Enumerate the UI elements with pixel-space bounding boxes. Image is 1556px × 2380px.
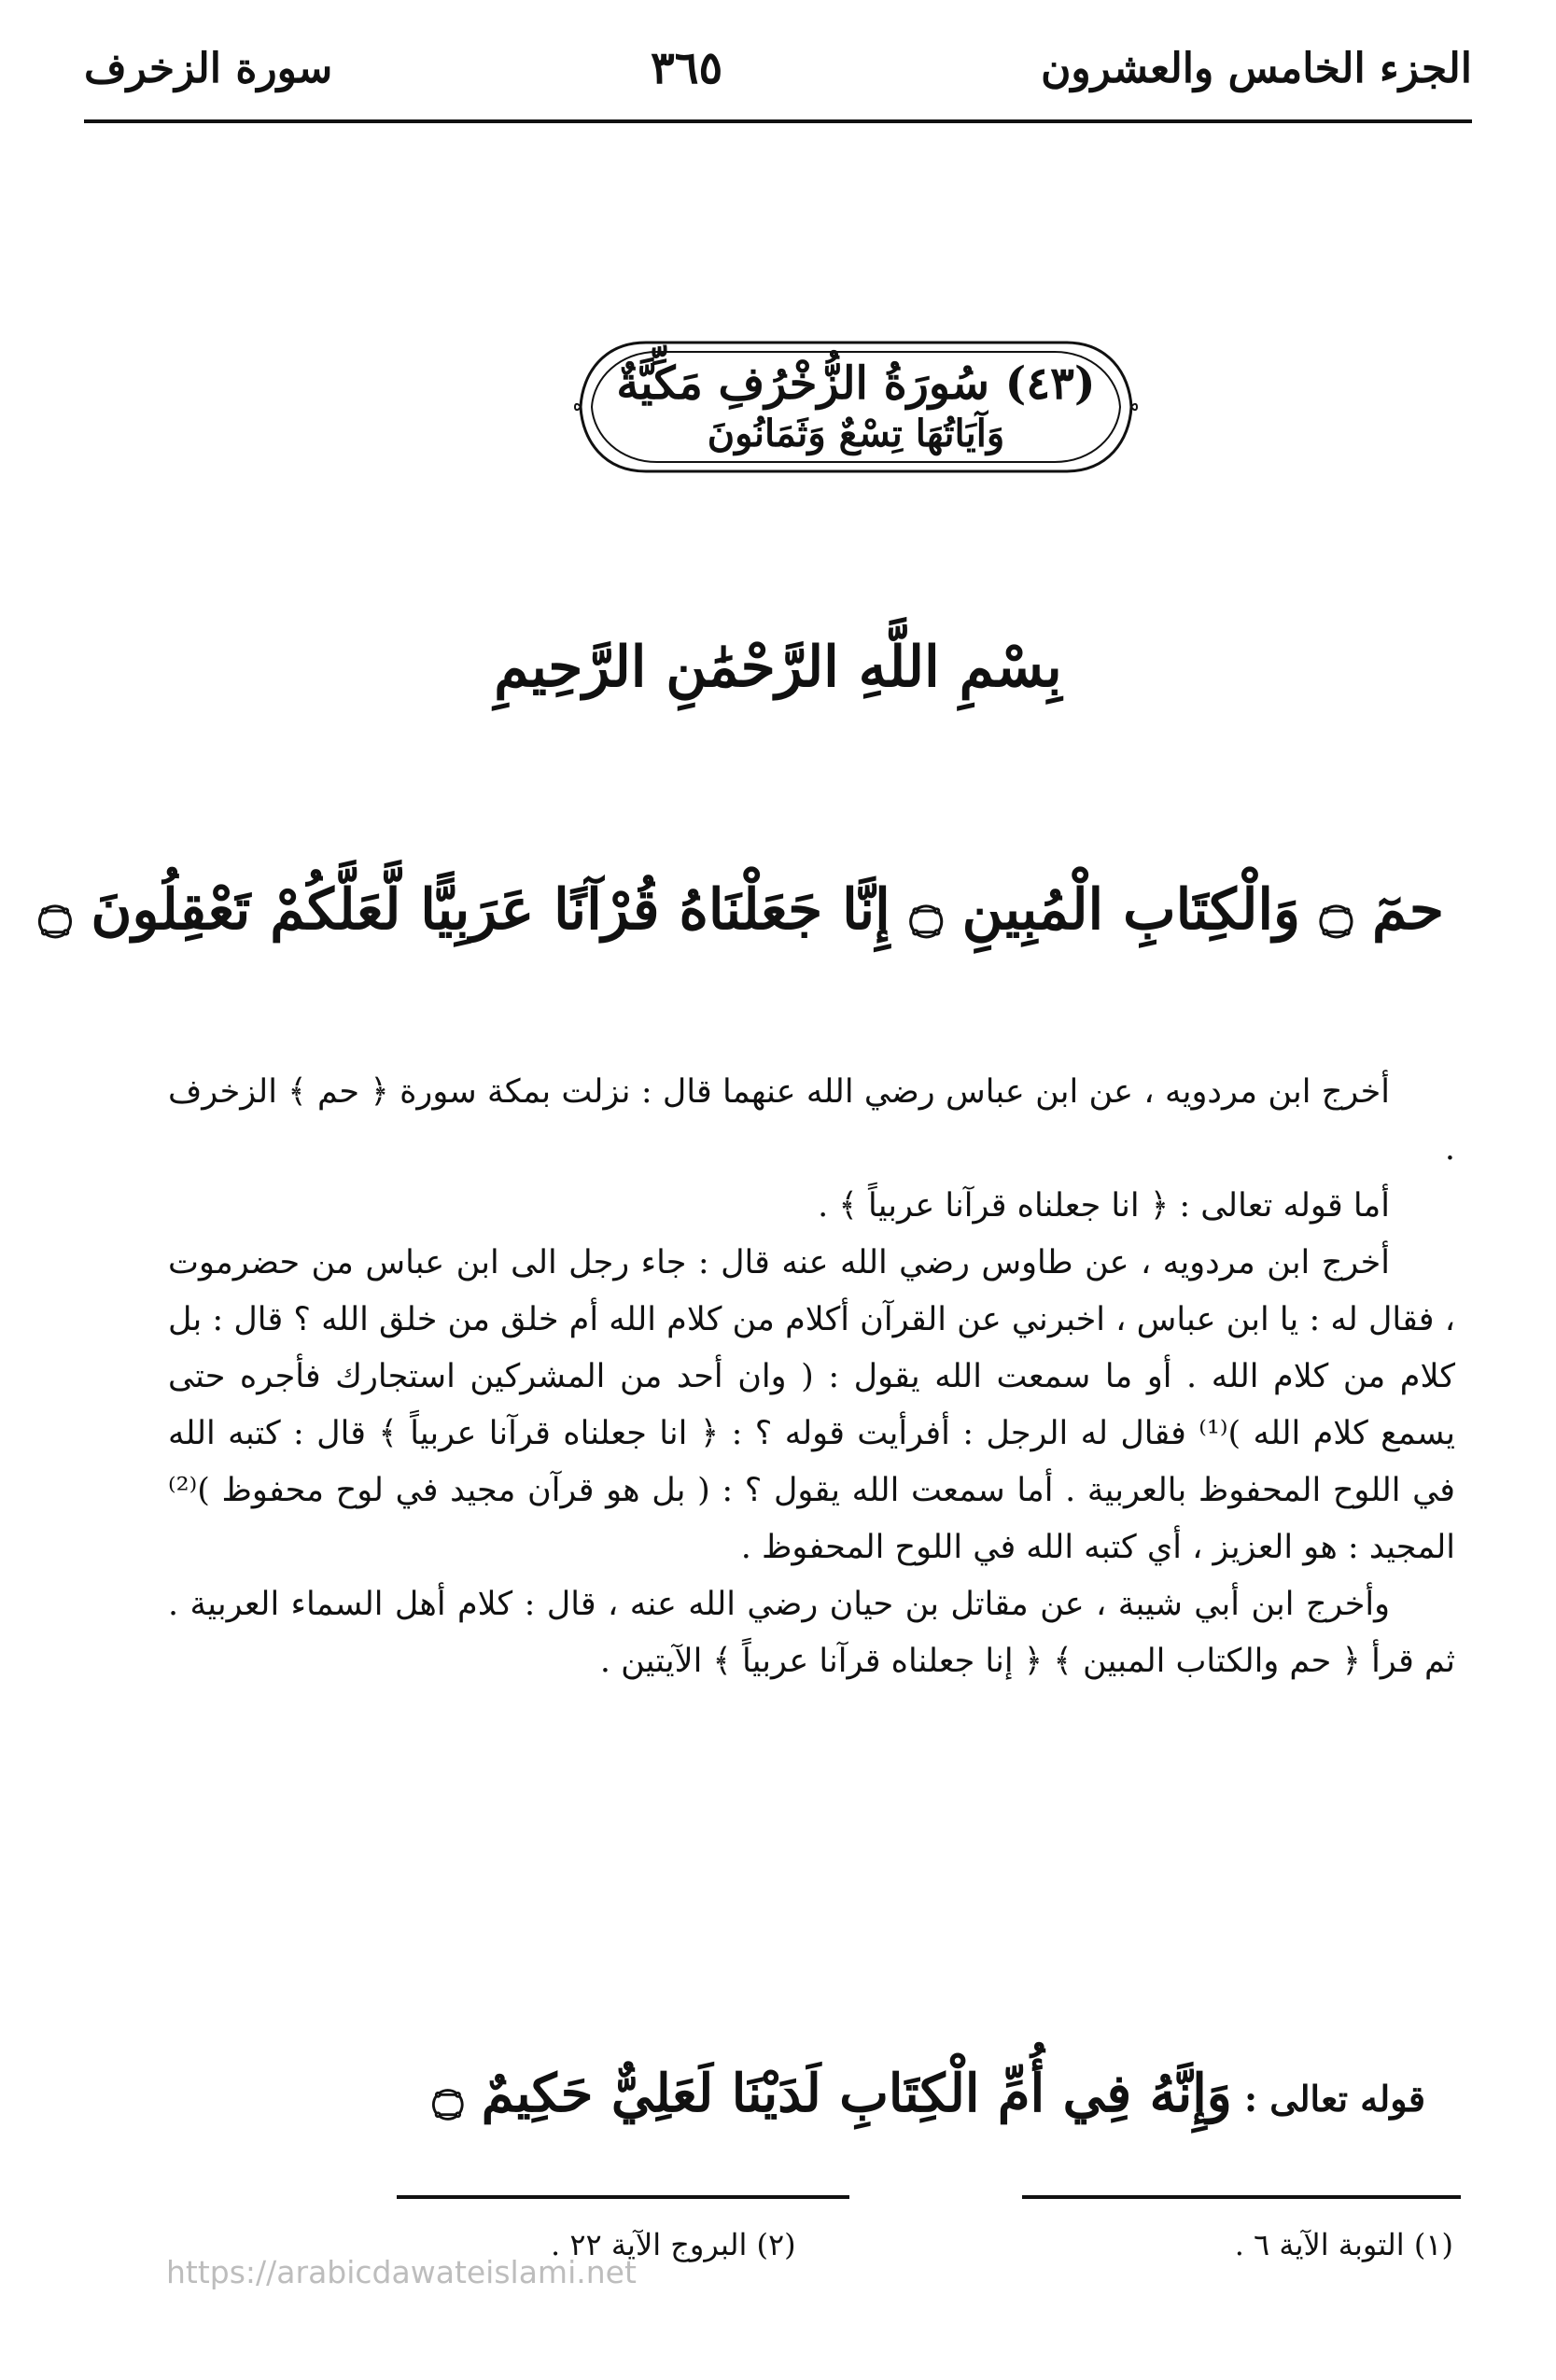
- footnote-divider: [1022, 2195, 1461, 2199]
- header-part-title: الجزء الخامس والعشرون: [1041, 44, 1472, 92]
- paragraph: وأخرج ابن أبي شيبة ، عن مقاتل بن حيان رضي الله عنه ، قال : كلام أهل السماء العربية . ثم قرأ ﴿ حم والكتاب المبين ﴾ ﴿ إنا جعلناه قرآنا عربياً ﴾ الآيتين .: [168, 1586, 1455, 1680]
- watermark-url: https://arabicdawateislami.net: [166, 2254, 637, 2290]
- footnote-1: (١) التوبة الآية ٦ .: [1234, 2227, 1453, 2262]
- opening-verses: حمٓ ۝ وَالْكِتَابِ الْمُبِينِ ۝ إِنَّا جَعَلْنَاهُ قُرْآنًا عَرَبِيًّا لَّعَلَّكُمْ تَعْقِلُونَ ۝: [38, 877, 1444, 943]
- paragraph: أخرج ابن مردويه ، عن ابن عباس رضي الله عنهما قال : نزلت بمكة سورة ﴿ حم ﴾ الزخرف .: [168, 1073, 1455, 1168]
- verse-intro: قوله تعالى :: [1231, 2078, 1425, 2120]
- surah-verse-count: وَآيَاتُهَا تِسْعٌ وَثَمَانُونَ: [707, 412, 1005, 455]
- surah-title-cartouche: [571, 331, 1141, 483]
- surah-title: (٤٣) سُورَةُ الزُّخْرُفِ مَكِّيَّةٌ: [616, 357, 1096, 410]
- verse-heading: [401, 2063, 1425, 2165]
- header-divider: [84, 119, 1472, 123]
- running-header: [84, 35, 1472, 101]
- footnote-2: (٢) البروج الآية ٢٢ .: [551, 2227, 796, 2262]
- footnote-divider: [397, 2195, 849, 2199]
- paragraph: أخرج ابن مردويه ، عن طاوس رضي الله عنه قال : جاء رجل الى ابن عباس من حضرموت ، فقال له : يا ابن عباس ، اخبرني عن القرآن أكلام من كلام الله أم خلق من خلق الله ؟ قال : بل كلام من كلام الله . أو ما سمعت الله يقول : ( وان أحد من المشركين استجارك فأجره حتى يسمع كلام الله )⁽¹⁾ فقال له الرجل : أفرأيت قوله ؟ : ﴿ انا جعلناه قرآنا عربياً ﴾ قال : كتبه الله في اللوح المحفوظ بالعربية . أما سمعت الله يقول ؟ : ( بل هو قرآن مجيد في لوح محفوظ )⁽²⁾ المجيد : هو العزيز ، أي كتبه الله في اللوح المحفوظ .: [168, 1244, 1455, 1566]
- header-surah-title: سورة الزخرف: [84, 44, 333, 92]
- page-number: ٣٦٥: [650, 42, 723, 94]
- basmala: بِسْمِ اللَّهِ الرَّحْمَٰنِ الرَّحِيمِ: [494, 635, 1062, 700]
- paragraph: أما قوله تعالى : ﴿ انا جعلناه قرآنا عربياً ﴾ .: [818, 1187, 1390, 1225]
- commentary-body: [168, 1064, 1455, 1690]
- verse-text: وَإِنَّهُ فِي أُمِّ الْكِتَابِ لَدَيْنَا لَعَلِيٌّ حَكِيمٌ ۝: [432, 2063, 1232, 2124]
- footnotes: [551, 2217, 1453, 2273]
